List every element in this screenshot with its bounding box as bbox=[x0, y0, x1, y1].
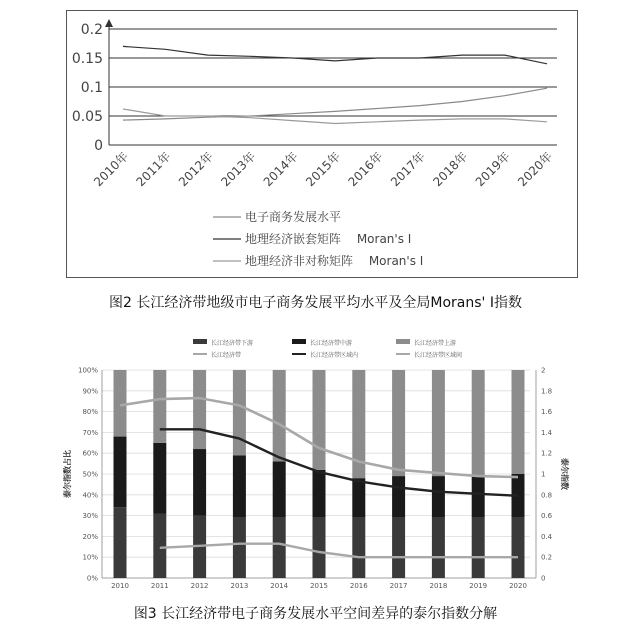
x-tick-label: 2016 bbox=[349, 582, 368, 590]
bar-segment bbox=[273, 462, 286, 518]
x-tick-label: 2018 bbox=[429, 582, 448, 590]
y-left-tick-label: 80% bbox=[82, 408, 98, 417]
x-tick-label: 2010年 bbox=[91, 149, 132, 190]
bar-segment bbox=[233, 518, 246, 578]
bar-segment bbox=[313, 470, 326, 518]
x-tick-label: 2017 bbox=[389, 582, 408, 590]
bar-segment bbox=[233, 455, 246, 517]
y-left-tick-label: 0% bbox=[86, 574, 98, 583]
legend-label: 电子商务发展水平 bbox=[245, 210, 342, 224]
bar-segment bbox=[114, 437, 127, 508]
figure-2-line-chart bbox=[67, 11, 577, 277]
bar-segment bbox=[153, 443, 166, 514]
x-tick-label: 2015 bbox=[310, 582, 328, 590]
y-right-tick-label: 0.4 bbox=[541, 532, 553, 541]
x-tick-label: 2014年 bbox=[260, 149, 301, 190]
y-left-tick-label: 10% bbox=[82, 553, 98, 562]
y-tick-label: 0.15 bbox=[71, 51, 103, 67]
legend-label: 长江经济带 bbox=[211, 352, 242, 359]
x-tick-label: 2020 bbox=[509, 582, 527, 590]
figure-2-frame bbox=[66, 10, 578, 278]
legend-swatch bbox=[292, 339, 306, 344]
bar-segment bbox=[472, 476, 485, 518]
y-tick-label: 0.1 bbox=[80, 80, 103, 96]
x-tick-label: 2017年 bbox=[387, 149, 428, 190]
x-tick-label: 2019 bbox=[469, 582, 488, 590]
x-tick-label: 2015年 bbox=[303, 149, 344, 190]
bar-segment bbox=[392, 518, 405, 578]
legend-label: 长江经济带中游 bbox=[310, 340, 353, 347]
y-right-tick-label: 1.6 bbox=[541, 408, 553, 417]
x-tick-label: 2016年 bbox=[345, 149, 386, 190]
legend-label: 地理经济嵌套矩阵 Moran's I bbox=[245, 232, 412, 246]
legend-label: 地理经济非对称矩阵 Moran's I bbox=[245, 254, 424, 268]
legend-swatch bbox=[396, 339, 410, 344]
bar-segment bbox=[193, 449, 206, 516]
x-tick-label: 2013 bbox=[230, 582, 249, 590]
x-tick-label: 2019年 bbox=[472, 149, 513, 190]
y-tick-label: 0 bbox=[94, 138, 103, 154]
y-right-tick-label: 0.8 bbox=[541, 491, 553, 500]
bar-segment bbox=[392, 476, 405, 518]
figure-3-stacked-bar-chart bbox=[60, 332, 570, 594]
bar-segment bbox=[512, 518, 525, 578]
x-tick-label: 2012年 bbox=[175, 149, 216, 190]
y-right-tick-label: 0 bbox=[541, 574, 546, 583]
bar-segment bbox=[313, 370, 326, 470]
y-right-tick-label: 0.2 bbox=[541, 553, 553, 562]
bar-segment bbox=[153, 370, 166, 443]
bar-segment bbox=[512, 370, 525, 474]
legend-label: 长江经济带区域内 bbox=[310, 352, 359, 359]
x-tick-label: 2014 bbox=[270, 582, 289, 590]
x-tick-label: 2013年 bbox=[218, 149, 259, 190]
y-left-tick-label: 30% bbox=[82, 512, 98, 521]
y-right-tick-label: 1 bbox=[541, 470, 546, 479]
y-right-tick-label: 0.6 bbox=[541, 512, 553, 521]
legend-label: 长江经济带区域间 bbox=[414, 352, 463, 359]
bar-segment bbox=[352, 478, 365, 518]
y-axis-arrow bbox=[105, 19, 113, 27]
bar-segment bbox=[352, 518, 365, 578]
figure-2-caption: 图2 长江经济带地级市电子商务发展平均水平及全局Morans' I指数 bbox=[109, 295, 522, 311]
y-left-tick-label: 20% bbox=[82, 532, 98, 541]
y-left-tick-label: 40% bbox=[82, 491, 98, 500]
bar-segment bbox=[233, 370, 246, 455]
bar-segment bbox=[153, 514, 166, 578]
bar-segment bbox=[392, 370, 405, 476]
x-tick-label: 2012 bbox=[190, 582, 209, 590]
x-tick-label: 2011 bbox=[150, 582, 169, 590]
bar-segment bbox=[432, 370, 445, 476]
bar-segment bbox=[193, 370, 206, 449]
series-line bbox=[160, 429, 518, 496]
figure-3-caption: 图3 长江经济带电子商务发展水平空间差异的泰尔指数分解 bbox=[133, 606, 498, 622]
x-tick-label: 2020年 bbox=[515, 149, 556, 190]
bar-segment bbox=[313, 518, 326, 578]
y-left-tick-label: 100% bbox=[77, 366, 98, 375]
series-line bbox=[160, 544, 518, 558]
y-right-tick-label: 1.2 bbox=[541, 449, 553, 458]
series-line bbox=[123, 46, 547, 63]
bar-segment bbox=[432, 518, 445, 578]
y-right-tick-label: 2 bbox=[541, 366, 546, 375]
y-left-tick-label: 70% bbox=[82, 428, 98, 437]
y-left-tick-label: 50% bbox=[82, 470, 98, 479]
bar-segment bbox=[273, 518, 286, 578]
bar-segment bbox=[472, 370, 485, 476]
x-tick-label: 2018年 bbox=[430, 149, 471, 190]
bar-segment bbox=[273, 370, 286, 462]
y-tick-label: 0.2 bbox=[80, 22, 103, 38]
y-left-tick-label: 90% bbox=[82, 387, 98, 396]
legend-swatch bbox=[193, 339, 207, 344]
bar-segment bbox=[472, 518, 485, 578]
legend-label: 长江经济带下游 bbox=[211, 340, 254, 347]
y-right-tick-label: 1.4 bbox=[541, 428, 553, 437]
x-tick-label: 2010 bbox=[111, 582, 129, 590]
x-tick-label: 2011年 bbox=[133, 149, 174, 190]
y-left-tick-label: 60% bbox=[82, 449, 98, 458]
bar-segment bbox=[432, 476, 445, 518]
series-line bbox=[123, 88, 547, 120]
y-right-tick-label: 1.8 bbox=[541, 387, 553, 396]
y-tick-label: 0.05 bbox=[71, 109, 103, 125]
y-right-axis-title: 泰尔指数 bbox=[560, 458, 569, 490]
bar-segment bbox=[114, 370, 127, 437]
bar-segment bbox=[114, 507, 127, 578]
y-left-axis-title: 泰尔指数占比 bbox=[63, 450, 72, 498]
legend-label: 长江经济带上游 bbox=[414, 340, 457, 347]
